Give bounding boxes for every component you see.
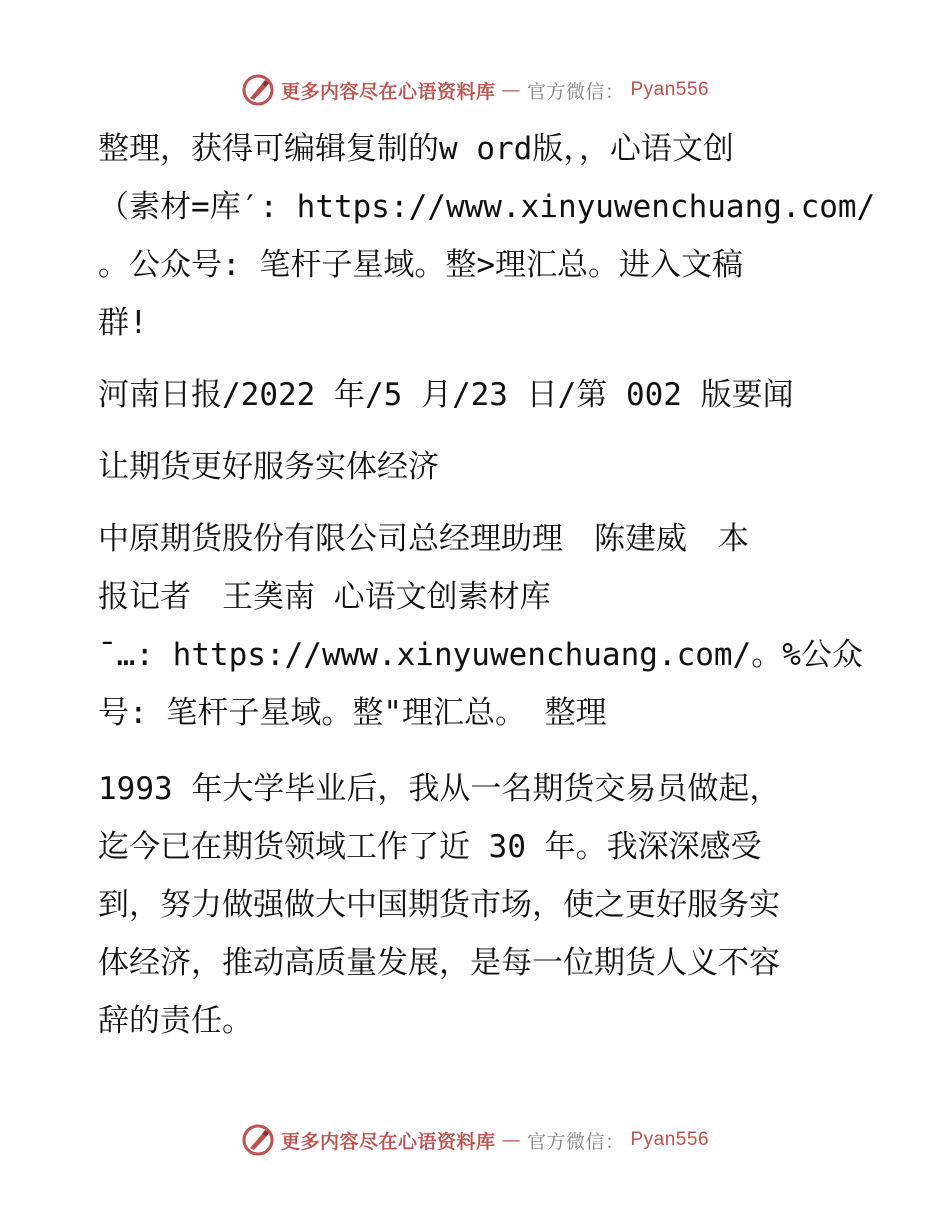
paragraph-source-line: [98, 366, 878, 424]
text-line: 让期货更好服务实体经济: [98, 449, 439, 485]
text-line: 群!: [98, 305, 148, 341]
banner-handle: Pyan556: [630, 1129, 710, 1150]
banner-main-text: 更多内容尽在心语资料库: [280, 1130, 496, 1153]
page-footer: [0, 1120, 950, 1160]
text-line: 中原期货股份有限公司总经理助理 陈建威 本: [98, 521, 749, 557]
text-line: ¯…: https://www.xinyuwenchuang.com/。%公众: [98, 637, 863, 673]
page-header: [0, 70, 950, 110]
text-line: （素材=库′: https://www.xinyuwenchuang.com/: [98, 189, 876, 225]
article-title: [98, 438, 878, 496]
banner-dash: —: [501, 79, 521, 101]
text-line: 迄今已在期货领域工作了近 30 年。我深深感受: [98, 829, 762, 865]
text-line: 体经济，推动高质量发展，是每一位期货人义不容: [98, 945, 780, 981]
document-body: [98, 120, 878, 1050]
banner-label: 官方微信：: [526, 1130, 625, 1153]
banner-main-text: 更多内容尽在心语资料库: [280, 80, 496, 103]
text-line: 。公众号: 笔杆子星域。整>理汇总。进入文稿: [98, 247, 743, 283]
header-banner: [241, 73, 709, 107]
pen-circle-icon: [241, 73, 275, 107]
text-line: 河南日报/2022 年/5 月/23 日/第 002 版要闻: [98, 377, 794, 413]
footer-banner: [241, 1123, 709, 1157]
paragraph-intro-notice: [98, 120, 878, 352]
text-line: 1993 年大学毕业后，我从一名期货交易员做起，: [98, 771, 781, 807]
banner-dash: —: [501, 1129, 521, 1151]
banner-handle: Pyan556: [630, 79, 710, 100]
text-line: 号: 笔杆子星域。整"理汇总。 整理: [98, 695, 607, 731]
text-line: 辞的责任。: [98, 1003, 253, 1039]
paragraph-body: [98, 760, 878, 1050]
banner-label: 官方微信：: [526, 80, 625, 103]
paragraph-byline: [98, 510, 878, 742]
pen-circle-icon: [241, 1123, 275, 1157]
text-line: 报记者 王䶮南 心语文创素材库: [98, 579, 551, 615]
text-line: 整理，获得可编辑复制的w ord版，，心语文创: [98, 131, 734, 167]
text-line: 到，努力做强做大中国期货市场，使之更好服务实: [98, 887, 780, 923]
